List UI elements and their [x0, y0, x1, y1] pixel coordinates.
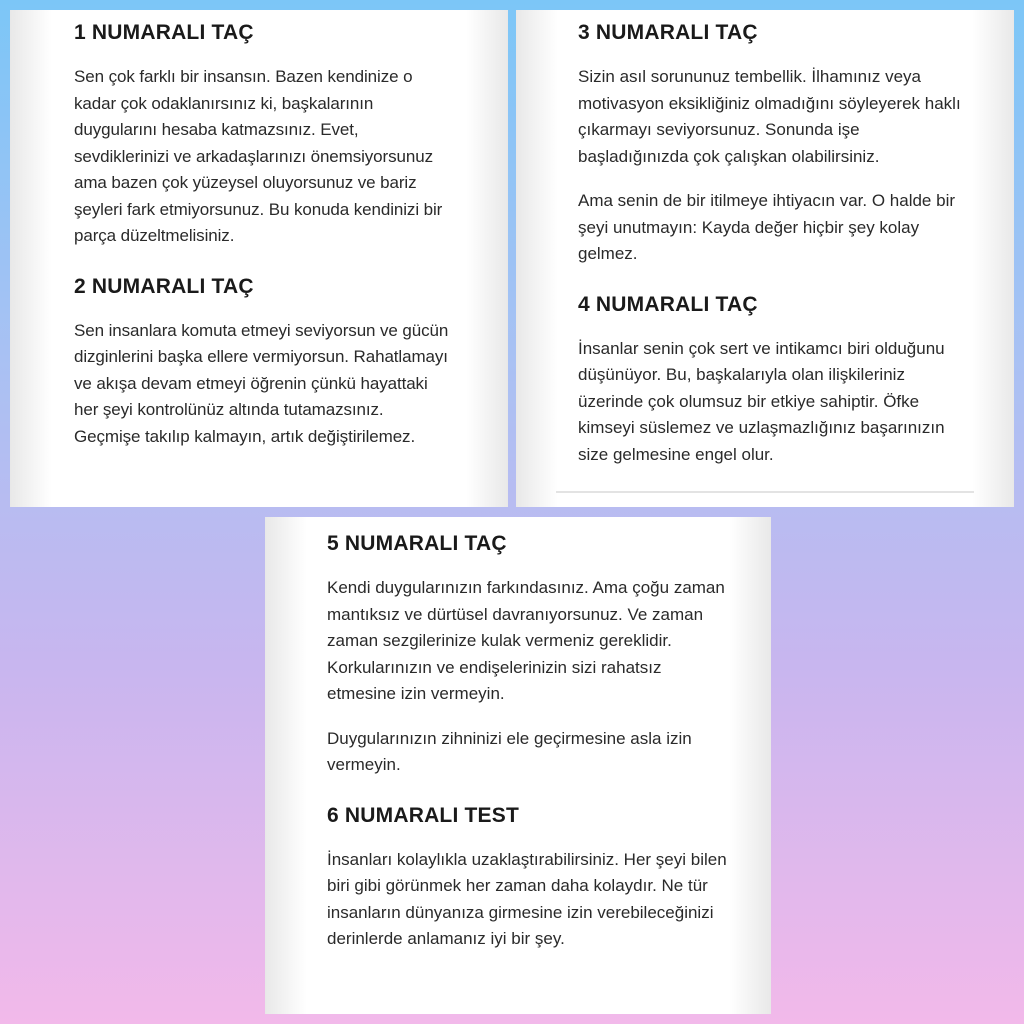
panel-shadow-right: [972, 10, 1014, 507]
section-text-crown-5b: Duygularınızın zihninizi ele geçirmesine asla izin vermeyin.: [327, 728, 692, 774]
panel-content: [74, 20, 454, 450]
section-title-crown-5: 5 NUMARALI TAÇ: [327, 532, 507, 555]
panel-crowns-1-2: [10, 10, 508, 507]
panel-content: [578, 20, 962, 468]
panel-crowns-3-4: [516, 10, 1014, 507]
panel-shadow-left: [10, 10, 52, 507]
section-title-test-6: 6 NUMARALI TEST: [327, 803, 519, 827]
panel-content: [327, 531, 727, 953]
panel-shadow-left: [265, 517, 307, 1014]
section-title-crown-4: 4 NUMARALI TAÇ: [578, 292, 758, 316]
section-text-crown-5a: Kendi duygularınızın farkındasınız. Ama çoğu zaman mantıksız ve dürtüsel davranıyorsunuz. Ve zaman zaman sezgilerinize kulak vermeniz gereklidir. Korkularınızın ve endişelerinizin sizi rahatsız etmesine izin vermeyin.: [327, 578, 725, 703]
section-text-crown-3a: Sizin asıl sorununuz tembellik. İlhamınız veya motivasyon eksikliğiniz olmadığını söyleyerek haklı çıkarmayı seviyorsunuz. Sonunda işe başladığınızda çok çalışkan olabilirsiniz.: [578, 67, 961, 166]
panel-shadow-right: [466, 10, 508, 507]
section-text-crown-1: Sen çok farklı bir insansın. Bazen kendinize o kadar çok odaklanırsınız ki, başkalarının duygularını hesaba katmazsınız. Evet, sevdiklerinizi ve arkadaşlarınızı önemsiyorsunuz ama bazen çok yüzeysel oluyorsunuz ve bariz şeyleri fark etmiyorsunuz. Bu konuda kendinizi bir parça düzeltmelisiniz.: [74, 67, 443, 245]
section-text-crown-3b: Ama senin de bir itilmeye ihtiyacın var. O halde bir şeyi unutmayın: Kayda değer hiçbir şey kolay gelmez.: [578, 191, 956, 263]
section-title-crown-3: 3 NUMARALI TAÇ: [578, 21, 758, 44]
panel-shadow-left: [516, 10, 558, 507]
section-text-crown-4: İnsanlar senin çok sert ve intikamcı biri olduğunu düşünüyor. Bu, başkalarıyla olan ilişkileriniz üzerinde çok olumsuz bir etkiye sahiptir. Öfke kimseyi süslemez ve uzlaşmazlığınız başarınızın size gelmesine engel olur.: [578, 338, 945, 464]
panel-shadow-right: [729, 517, 771, 1014]
divider-line: [556, 491, 974, 493]
section-title-crown-1: 1 NUMARALI TAÇ: [74, 21, 254, 44]
section-text-crown-2: Sen insanlara komuta etmeyi seviyorsun ve gücün dizginlerini başka ellere vermiyorsun. Rahatlamayı ve akışa devam etmeyi öğrenin çünkü hayattaki her şeyi kontrolünüz altında tutamazsınız. Geçmişe takılıp kalmayın, artık değiştirilemez.: [74, 320, 449, 446]
section-title-crown-2: 2 NUMARALI TAÇ: [74, 274, 254, 298]
panel-crown-5-test-6: [265, 517, 771, 1014]
section-text-test-6: İnsanları kolaylıkla uzaklaştırabilirsiniz. Her şeyi bilen biri gibi görünmek her zaman daha kolaydır. Ne tür insanların dünyanıza girmesine izin verebileceğinizi derinlerde anlamanız iyi bir şey.: [327, 849, 727, 948]
